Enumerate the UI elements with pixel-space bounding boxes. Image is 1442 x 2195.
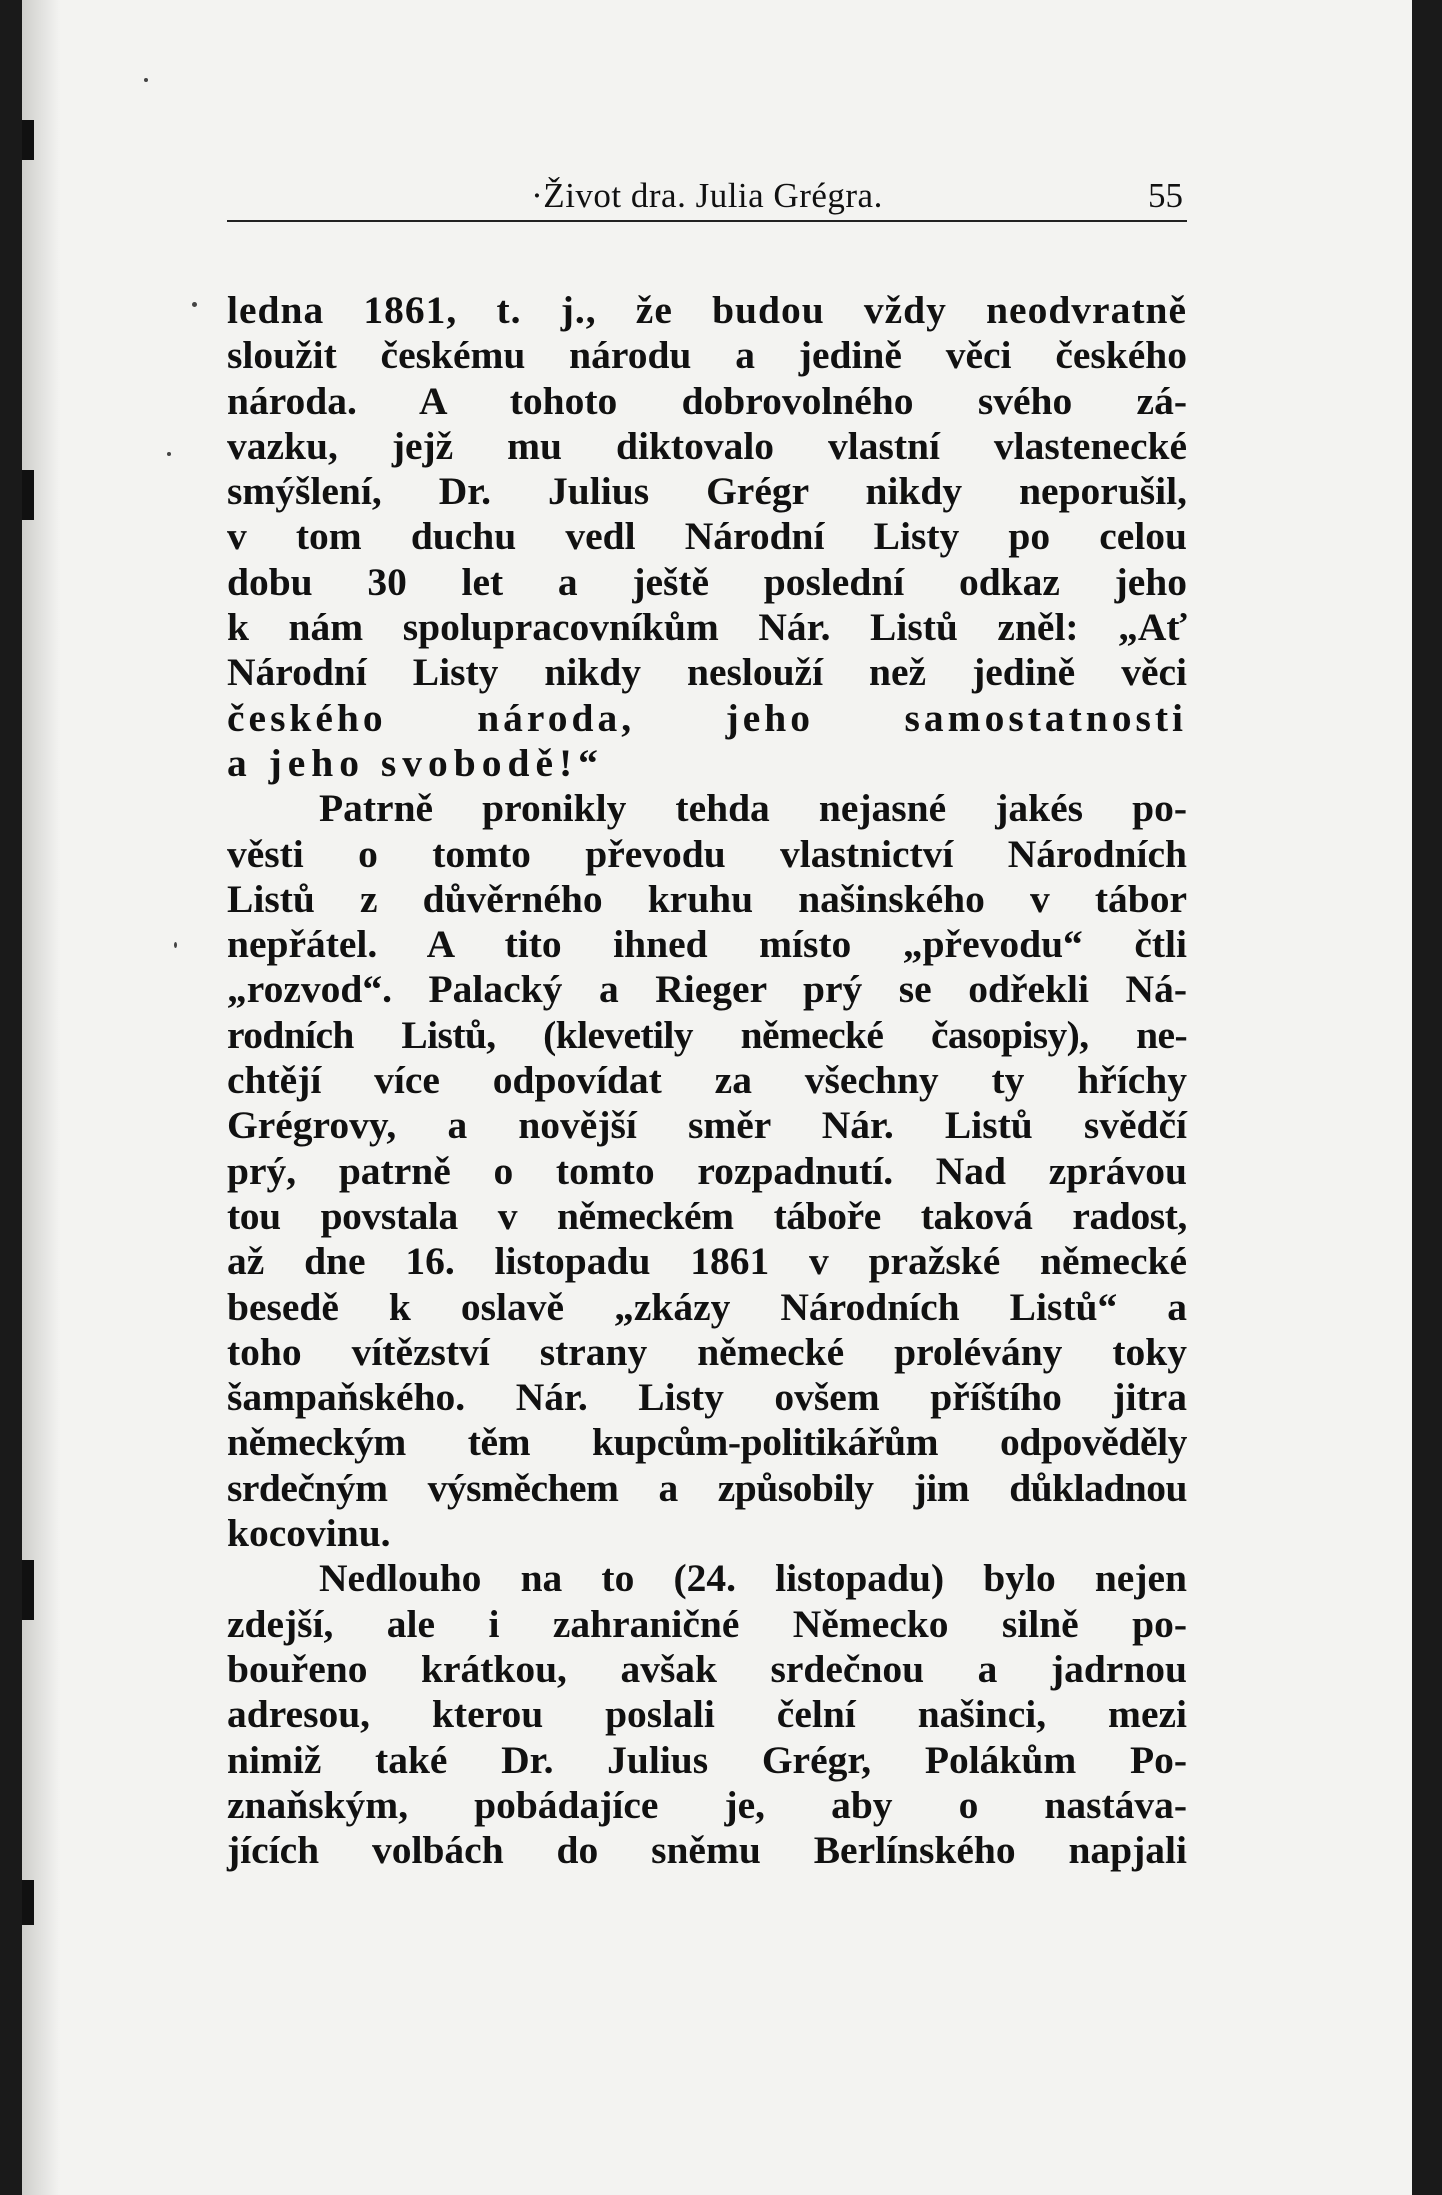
text-line: tou povstala v německém táboře taková radost, [227,1193,1187,1238]
header-title: ·Život dra. Julia Grégra. [531,176,883,215]
text-line: jících volbách do sněmu Berlínského napjali [227,1828,1187,1873]
text-line: Národní Listy nikdy neslouží než jedině věci [227,650,1187,695]
text-line: adresou, kterou poslali čelní našinci, mezi [227,1692,1187,1737]
text-line: nimiž také Dr. Julius Grégr, Polákům Po- [227,1737,1187,1782]
running-header [227,172,1187,222]
text-line: srdečným výsměchem a způsobily jim důkladnou [227,1465,1187,1510]
text-line: besedě k oslavě „zkázy Národních Listů“ a [227,1284,1187,1329]
text-line: šampaňského. Nár. Listy ovšem příštího jitra [227,1375,1187,1420]
text-line: kocovinu. [227,1511,391,1556]
scan-speck [144,78,148,82]
text-line: dobu 30 let a ještě poslední odkaz jeho [227,559,1187,604]
text-line: ledna 1861, t. j., že budou vždy neodvratně [227,288,1187,332]
page-scan [22,0,1412,2195]
scan-speck [167,452,171,456]
text-line: rodních Listů, (klevetily německé časopisy), ne- [227,1012,1187,1057]
text-line: bouřeno krátkou, avšak srdečnou a jadrnou [227,1646,1187,1691]
page-number: 55 [1148,176,1183,215]
text-line: k nám spolupracovníkům Nár. Listů zněl: „Ať [227,605,1187,650]
paragraph [227,786,1187,1556]
scan-speck [192,302,197,307]
binding-mark [22,470,34,520]
text-line: Listů z důvěrného kruhu našinského v tábor [227,876,1187,921]
text-line: věsti o tomto převodu vlastnictví Národních [227,831,1187,876]
text-line: „rozvod“. Palacký a Rieger prý se odřekli Ná- [227,967,1187,1012]
text-line: německým těm kupcům-politikářům odpověděly [227,1420,1187,1465]
text-line: prý, patrně o tomto rozpadnutí. Nad zprávou [227,1148,1187,1193]
text-line: až dne 16. listopadu 1861 v pražské německé [227,1239,1187,1284]
text-line: toho vítězství strany německé prolévány toky [227,1329,1187,1374]
scan-speck [174,942,177,948]
text-line: zdejší, ale i zahraničné Německo silně po- [227,1601,1187,1646]
text-line: Patrně pronikly tehda nejasné jakés po- [319,786,1187,831]
binding-mark [22,1880,34,1925]
text-line: znaňským, pobádajíce je, aby o nastáva- [227,1782,1187,1827]
text-line: chtějí více odpovídat za všechny ty hříchy [227,1058,1187,1103]
text-line: národa. A tohoto dobrovolného svého zá- [227,378,1187,423]
text-line: a jeho svobodě!“ [227,740,604,785]
body-text [227,288,1187,1873]
text-line: Grégrovy, a novější směr Nár. Listů svědčí [227,1103,1187,1148]
text-line: nepřátel. A tito ihned místo „převodu“ čtli [227,922,1187,967]
text-line: v tom duchu vedl Národní Listy po celou [227,514,1187,559]
page-gutter-shadow [22,0,60,2195]
text-line: vazku, jejž mu diktovalo vlastní vlastenecké [227,423,1187,468]
text-line: českého národa, jeho samostatnosti [227,695,1187,740]
text-line: sloužit českému národu a jedině věci českého [227,333,1187,378]
paragraph [227,1556,1187,1873]
binding-mark [22,1560,34,1620]
binding-mark [22,120,34,160]
text-line: Nedlouho na to (24. listopadu) bylo nejen [319,1556,1187,1601]
text-line: smýšlení, Dr. Julius Grégr nikdy neporušil, [227,469,1187,514]
paragraph [227,288,1187,786]
